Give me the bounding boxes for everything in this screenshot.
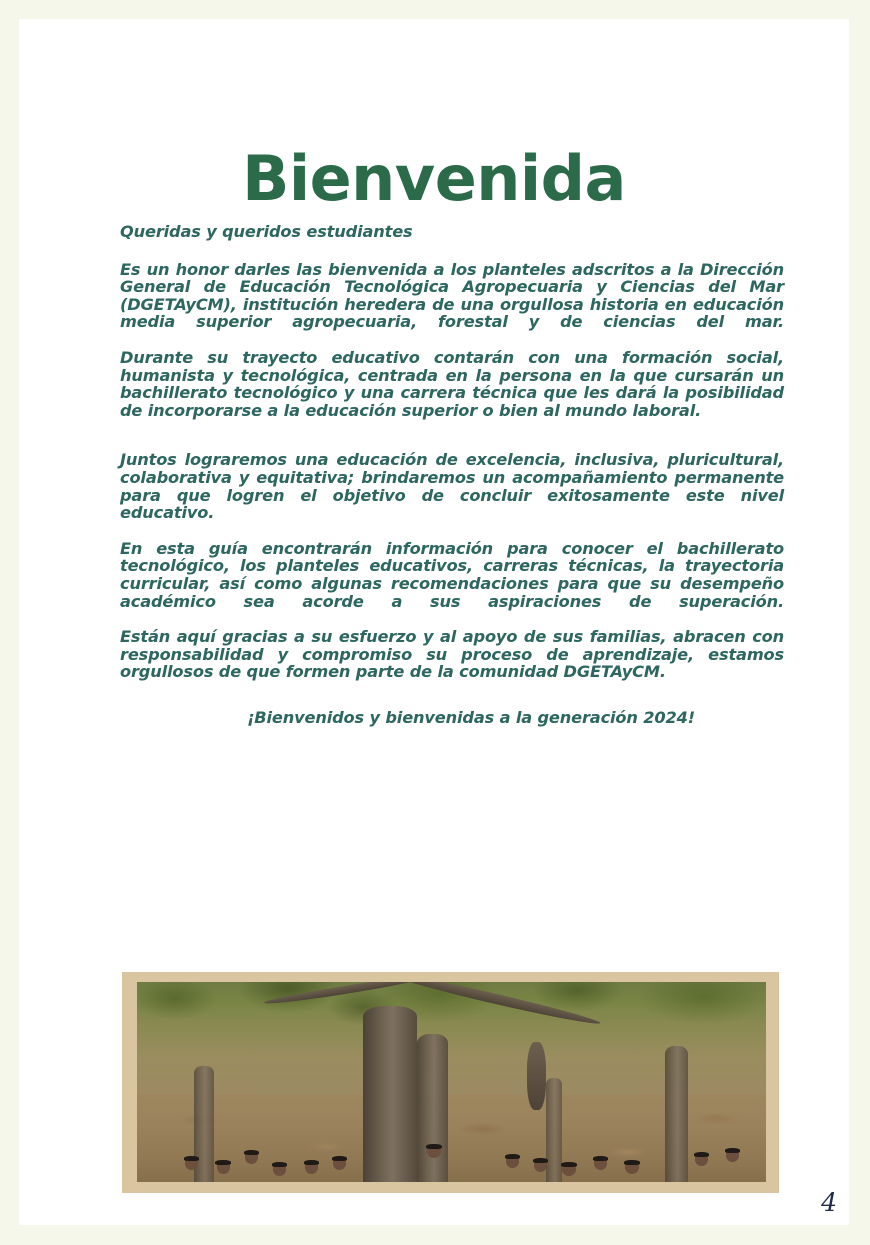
page-sheet — [19, 19, 849, 1225]
letter-paragraph-1: Es un honor darles las bienvenida a los planteles adscritos a la Dirección General de Educación Tecnológica Agropecuaria y Ciencias del Mar (DGETAyCM), institución heredera de una orgullosa historia en educación media superior agropecuaria, forestal y de ciencias del mar. — [120, 259, 784, 332]
photo-student — [212, 1160, 233, 1174]
photo-student — [558, 1162, 579, 1176]
page-number: 4 — [821, 1188, 837, 1217]
photo-frame — [122, 972, 779, 1193]
photo-student — [502, 1154, 523, 1168]
letter-paragraph-2: Durante su trayecto educativo contarán con una formación social, humanista y tecnológica, centrada en la persona en la que cursarán un bachillerato tecnológico y una carrera técnica que les dará la posibilidad de incorporarse a la educación superior o bien al mundo laboral. — [120, 347, 784, 420]
letter-paragraph-4: En esta guía encontrarán información para conocer el bachillerato tecnológico, los planteles educativos, carreras técnicas, la trayectoria curricular, así como algunas recomendaciones para que su desempeño académico sea acorde a sus aspiraciones de superación. — [120, 538, 784, 611]
photo-student — [423, 1144, 444, 1158]
letter-paragraph-5: Están aquí gracias a su esfuerzo y al apoyo de sus familias, abracen con responsabilidad y compromiso su proceso de aprendizaje, estamos orgullosos de que formen parte de la comunidad DGETAyCM. — [120, 627, 784, 682]
photo-tree-trunk — [363, 1006, 416, 1182]
photo-tree-trunk — [665, 1046, 688, 1182]
students-group-forest-photo — [137, 982, 766, 1182]
photo-student — [530, 1158, 551, 1172]
photo-student — [329, 1156, 350, 1170]
photo-student — [301, 1160, 322, 1174]
letter-salutation: Queridas y queridos estudiantes — [120, 222, 413, 241]
photo-branch — [527, 1042, 546, 1110]
photo-tree-trunk — [417, 1034, 448, 1182]
photo-student — [181, 1156, 202, 1170]
photo-student — [691, 1152, 712, 1166]
letter-closing-line: ¡Bienvenidos y bienvenidas a la generación 2024! — [247, 707, 695, 727]
letter-paragraph-3: Juntos lograremos una educación de excelencia, inclusiva, pluricultural, colaborativa y equitativa; brindaremos un acompañamiento permanente para que logren el objetivo de concluir exitosamente este nivel educativo. — [120, 450, 784, 523]
page-title: Bienvenida — [242, 141, 626, 215]
welcome-letter-body — [120, 223, 784, 726]
photo-student — [621, 1160, 642, 1174]
photo-student — [269, 1162, 290, 1176]
photo-student — [241, 1150, 262, 1164]
photo-student — [590, 1156, 611, 1170]
photo-student — [722, 1148, 743, 1162]
